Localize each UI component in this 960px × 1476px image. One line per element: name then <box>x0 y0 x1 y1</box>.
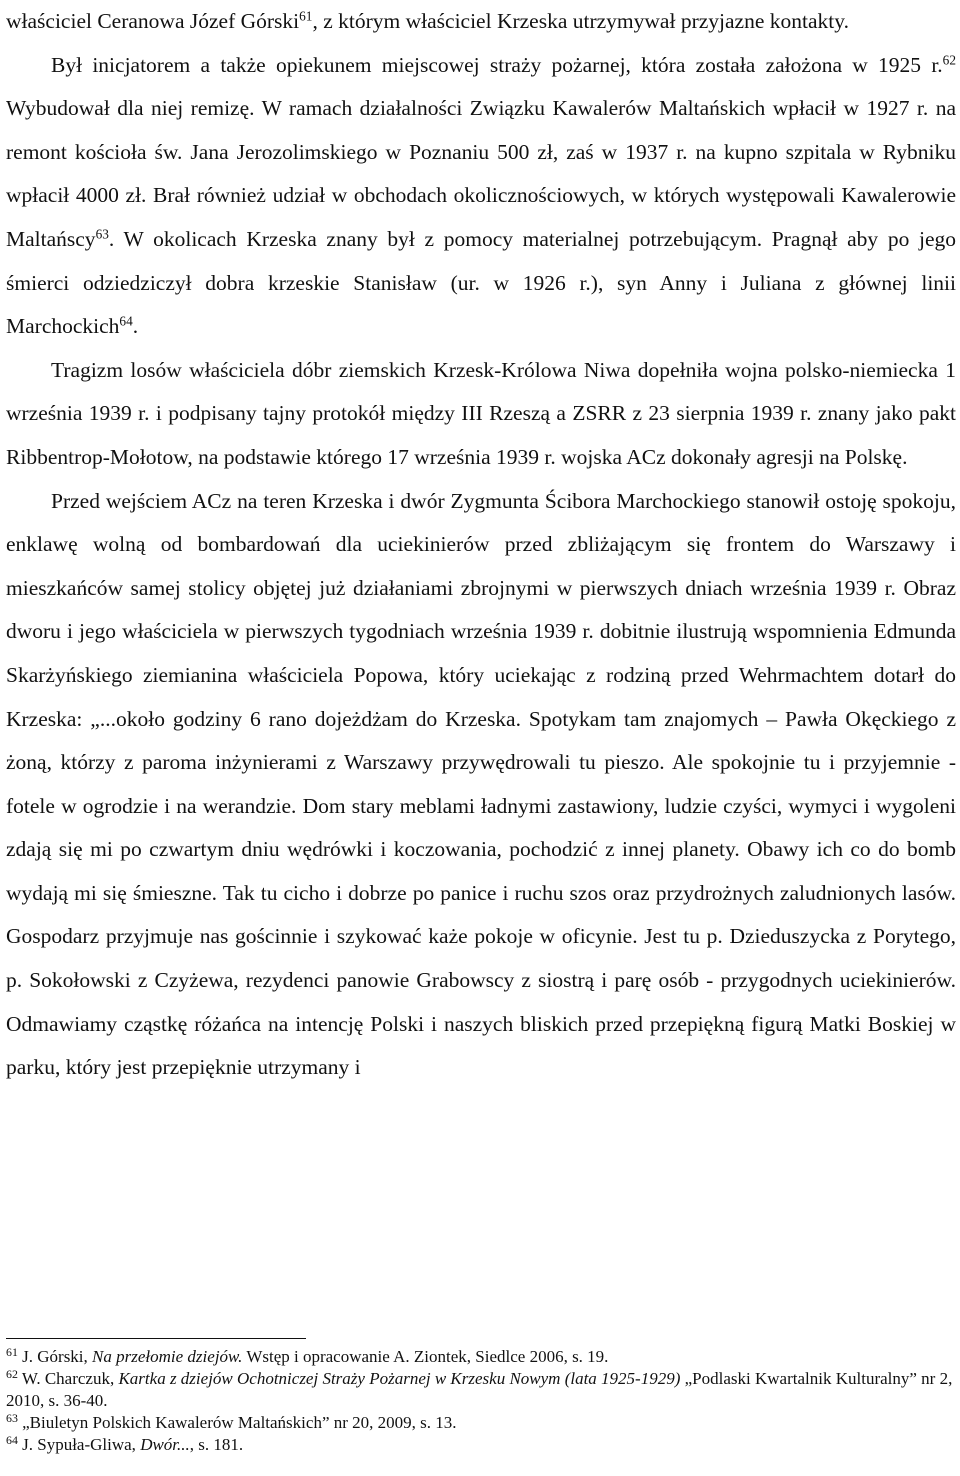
text-run: Przed wejściem ACz na teren Krzeska i dwór Zygmunta Ścibora Marchockiego stanowił ostoję spokoju, enklawę wolną od bombardowań dla uciekinierów przed zbliżającym się frontem do Warszawy i mieszkańców samej stolicy objętej już działaniami zbrojnymi w pierwszych dniach września 1939 r. Obraz dworu i jego właściciela w pierwszych tygodniach września 1939 r. dobitnie ilustrują wspomnienia Edmunda Skarżyńskiego ziemianina właściciela Popowa, który uciekając z rodziną przed Wehrmachtem dotarł do Krzeska: „...około godziny 6 rano dojeżdżam do Krzeska. Spotykam tam znajomych – Pawła Okęckiego z żoną, którzy z paroma inżynierami z Warszawy przywędrowali tu pieszo. Ale spokojnie tu i przyjemnie - fotele w ogrodzie i na werandzie. Dom stary meblami ładnymi zastawiony, ludzie czyści, wymyci i wygoleni zdają się mi po czwartym dniu wędrówki i koczowania, pochodzić z innej planety. Obawy ich co do bomb wydają mi się śmieszne. Tak tu cicho i dobrze po panice i ruchu szos oraz przydrożnych zaludnionych lasów. Gospodarz przyjmuje nas gościnnie i szykować każe pokoje w oficynie. Jest tu p. Dzieduszycka z Porytego, p. Sokołowski z Czyżewa, rezydenci panowie Grabowscy z siostrą i parę osób - przygodnych uciekinierów. Odmawiamy cząstkę różańca na intencję Polski i naszych bliskich przed przepiękną figurą Matki Boskiej w parku, który jest przepięknie utrzymany i <box>6 488 956 1080</box>
footnote <box>6 1412 956 1434</box>
text-run: Tragizm losów właściciela dóbr ziemskich Krzesk-Królowa Niwa dopełniła wojna polsko-niemiecka 1 września 1939 r. i podpisany tajny protokół między III Rzeszą a ZSRR z 23 sierpnia 1939 r. znany jako pakt Ribbentrop-Mołotow, na podstawie którego 17 września 1939 r. wojska ACz dokonały agresji na Polskę. <box>6 357 956 469</box>
italic-title: Na przełomie dziejów. <box>92 1347 243 1366</box>
italic-title: Kartka z dziejów Ochotniczej Straży Pożarnej w Krzesku Nowym (lata 1925-1929) <box>118 1369 681 1388</box>
text-run: J. Sypuła-Gliwa, <box>17 1435 141 1454</box>
text-run: W. Charczuk, <box>17 1369 119 1388</box>
text-run: Był inicjatorem a także opiekunem miejscowej straży pożarnej, która została założona w 1925 r. <box>51 52 943 77</box>
paragraph <box>6 44 956 349</box>
footnote-number: 62 <box>6 1367 18 1382</box>
footnotes <box>6 1346 956 1456</box>
text-run: Wstęp i opracowanie A. Ziontek, Siedlce 2006, s. 19. <box>242 1347 609 1366</box>
text-run: . W okolicach Krzeska znany był z pomocy materialnej potrzebującym. Pragnął aby po jego śmierci odziedziczył dobra krzeskie Stanisław (ur. w 1926 r.), syn Anny i Juliana z głównej linii Marchockich <box>6 226 956 339</box>
paragraph <box>6 0 956 44</box>
footnote <box>6 1434 956 1456</box>
footnote-number: 61 <box>6 1345 18 1360</box>
text-run: . <box>132 314 139 339</box>
footnote-number: 63 <box>6 1411 18 1426</box>
main-text <box>6 0 956 1090</box>
footnote <box>6 1346 956 1368</box>
text-run: , s. 181. <box>189 1435 244 1454</box>
footnote-reference: 62 <box>942 52 956 68</box>
paragraph <box>6 480 956 1090</box>
italic-title: Dwór... <box>140 1435 190 1454</box>
text-run: „Biuletyn Polskich Kawalerów Maltańskich” nr 20, 2009, s. 13. <box>17 1413 457 1432</box>
footnote-separator <box>6 1338 306 1339</box>
footnote <box>6 1368 956 1412</box>
footnote-reference: 63 <box>95 226 109 242</box>
text-run: „Podlaski Kwartalnik Kulturalny” nr 2, 2010, s. 36-40. <box>6 1369 953 1410</box>
footnote-number: 64 <box>6 1433 18 1448</box>
text-run: J. Górski, <box>17 1347 93 1366</box>
paragraph <box>6 349 956 480</box>
footnote-reference: 64 <box>119 313 133 329</box>
text-run: właściciel Ceranowa Józef Górski <box>6 9 300 33</box>
footnote-reference: 61 <box>299 8 313 24</box>
text-run: , z którym właściciel Krzeska utrzymywał przyjazne kontakty. <box>312 9 849 33</box>
text-run: Wybudował dla niej remizę. W ramach działalności Związku Kawalerów Maltańskich wpłacił w 1927 r. na remont kościoła św. Jana Jerozolimskiego w Poznaniu 500 zł, zaś w 1937 r. na kupno szpitala w Rybniku wpłacił 4000 zł. Brał również udział w obchodach okolicznościowych, w których występowali Kawalerowie Maltańscy <box>6 96 956 251</box>
